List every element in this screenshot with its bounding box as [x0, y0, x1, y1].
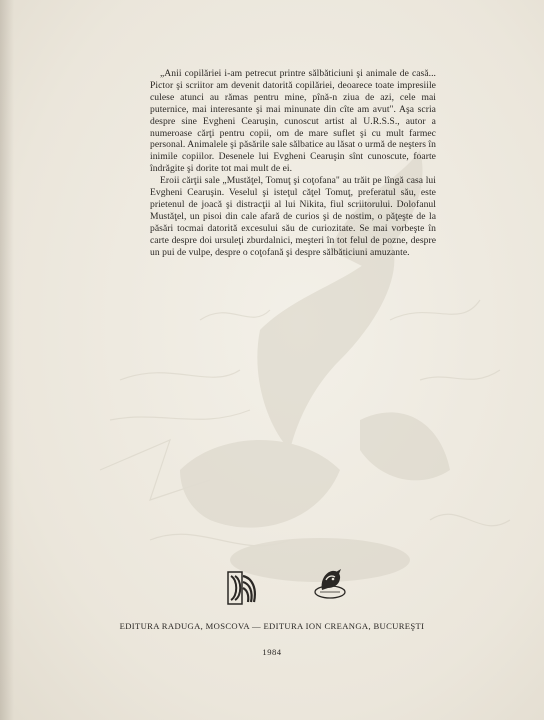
publisher-line: EDITURA RADUGA, MOSCOVA — EDITURA ION CREANGA, BUCUREŞTI	[119, 621, 425, 631]
paragraph-2: Eroii cărţii sale „Mustăţel, Tomuţ şi coţofana" au trăit pe lîngă casa lui Evgheni Cearuşin. Veselul şi isteţul căţel Tomuţ, preferatul său, este prietenul de joacă şi distracţii al lui Nikita, fiul scriitorului. Dolofanul Mustăţel, un pisoi din cale afară de curios şi de nostim, o păţeşte de la păsări tocmai datorită excesului său de curiozitate. Se mai vorbeşte în carte despre doi ursuleţi zburdalnici, meşteri în tot felul de pozne, despre un pui de vulpe, despre o coţofană şi despre sălbăticiuni amuzante.	[150, 175, 436, 258]
description-text	[150, 68, 436, 259]
publisher-logos	[0, 565, 544, 615]
ion-creanga-publisher-logo	[312, 566, 348, 602]
paragraph-1: „Anii copilăriei i-am petrecut printre sălbăticiuni şi animale de casă... Pictor şi scriitor am devenit datorită copilăriei, deoarece toate impresiile culese atunci au rămas pentru mine, pînă-n ziua de azi, cele mai puternice, mai interesante şi mai minunate din cîte am avut". Aşa scria despre sine Evgheni Cearuşin, cunoscut artist al U.R.S.S., autor a numeroase cărţi pentru copii, om de mare suflet şi cu mult farmec personal. Animalele şi păsările sale sălbatice au lăsat o urmă de neşters în inimile copiilor. Desenele lui Evgheni Cearuşin sînt cunoscute, foarte îndrăgite şi dorite tot mai mult de ei.	[150, 68, 436, 175]
raduga-publisher-logo	[226, 568, 260, 608]
publication-year: 1984	[262, 647, 282, 657]
